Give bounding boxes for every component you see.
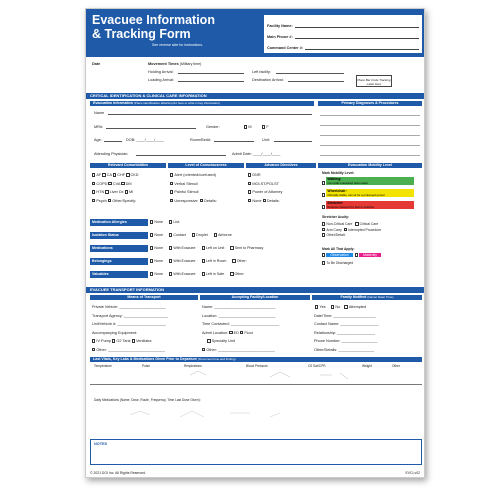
- observation-maternity-options: Observation Maternity: [320, 253, 420, 257]
- stretcher-option[interactable]: Stretcher: Requires transport by bed or stretcher: [320, 201, 420, 211]
- left-facility-input[interactable]: [276, 73, 344, 74]
- consciousness-list: Alert (oriented/confused) Verbal Stimuli Painful Stimuli Unresponsive Details:: [170, 171, 217, 205]
- notes-title: NOTES: [94, 442, 108, 446]
- holding-arrival-input[interactable]: [178, 73, 244, 74]
- destination-arrival-input[interactable]: [288, 81, 344, 82]
- family-notified-fields: Yes No Attempted Date/Time: ____________________ Contact Name: __________________ Relationship: __________________ Phone Number: _________________ Other/Details: _________________: [314, 305, 379, 352]
- evacuee-form: [85, 8, 425, 478]
- belongings-options: None With Evacuee Left in Room Other:: [150, 258, 253, 265]
- room-bed-input[interactable]: [214, 141, 254, 142]
- destination-arrival-label: Destination Arrival:: [252, 78, 284, 82]
- mark-all-label: Mark All That Apply:: [322, 247, 355, 251]
- main-phone-field[interactable]: Main Phone #:: [267, 28, 419, 39]
- mr-label: MR#:: [94, 125, 104, 129]
- primary-dx-bar: Primary Diagnoses & Procedures: [318, 101, 422, 106]
- means-transport-fields: Private Vehicle: ______________________ Transport Agency: _____________________ Unit/Vehicle #: _______________________ Accompanying Equipment: IV Pump O2 Tank Ventilator Other: ___________________________: [92, 305, 169, 352]
- medication-allergies-options: None List:: [150, 219, 186, 226]
- medications-label: Medications: [90, 245, 148, 252]
- isolation-status-label: Isolation Status: [90, 232, 148, 239]
- loading-arrival-label: Loading Arrival:: [148, 78, 175, 82]
- barcode-label-area: Place Bar Code Tracking Label Here: [356, 75, 392, 87]
- dx-line-2: [320, 125, 420, 126]
- vitals-divider: [90, 384, 422, 385]
- unit-input[interactable]: [274, 141, 312, 142]
- valuables-label: Valuables: [90, 271, 148, 278]
- valuables-options: None With Evacuee Left in Safe Other:: [150, 271, 251, 278]
- vitals-col-respirations: Respirations: [184, 364, 202, 368]
- footer-copyright: © 2021 DGI Inc. All Rights Reserved.: [90, 471, 146, 475]
- holding-arrival-label: Holding Arrival:: [148, 70, 174, 74]
- loading-arrival-input[interactable]: [178, 81, 244, 82]
- form-subtitle: See reverse side for instructions.: [152, 43, 203, 47]
- dx-line-1: [320, 115, 420, 116]
- evac-info-bar: Evacuation Information (Place identification label/imprint here or write in key information): [90, 101, 314, 106]
- facility-name-field[interactable]: Facility Name:: [267, 17, 419, 28]
- admit-date-label: Admit Date: ____/____/____: [232, 152, 281, 156]
- isolation-status-options: None Contact Droplet Airborne: [150, 232, 238, 239]
- age-input[interactable]: [104, 141, 122, 142]
- form-header: [86, 9, 425, 57]
- gender-f[interactable]: F: [262, 125, 269, 129]
- accepting-facility-bar: Accepting Facility/Location: [200, 295, 310, 300]
- vitals-col-temperature: Temperature: [94, 364, 112, 368]
- walking-option[interactable]: Walking: Can walk unassisted down stairs: [320, 177, 420, 187]
- gender-m[interactable]: M: [244, 125, 252, 129]
- dx-line-5: [320, 155, 420, 156]
- title-line-2: & Tracking Form: [92, 27, 191, 41]
- directives-bar: Advance Directives: [246, 163, 316, 168]
- stretcher-acuity-label: Stretcher Acuity:: [322, 215, 350, 219]
- vitals-col-blood-pressure: Blood Pressure: [246, 364, 268, 368]
- vitals-col-other: Other: [392, 364, 400, 368]
- command-center-field[interactable]: Command Center #:: [267, 39, 419, 50]
- vitals-bar: Last Vitals, Key Labs & Medications Given Prior to Departure (Document time and finding): [90, 357, 422, 362]
- af-checkbox[interactable]: [92, 173, 95, 176]
- name-input[interactable]: [108, 114, 312, 115]
- attending-label: Attending Physician:: [94, 152, 129, 156]
- date-label: Date: [92, 62, 101, 66]
- belongings-label: Belongings: [90, 258, 148, 265]
- medication-allergies-label: Medication Allergies: [90, 219, 148, 226]
- acuity-options: Non-Critical Care Critical Care Arm Carry Interrupted Procedure Other/Detail:: [320, 222, 420, 239]
- left-facility-label: Left facility:: [252, 70, 271, 74]
- medications-options: None With Evacuee Left on Unit Sent to Pharmacy: [150, 245, 269, 252]
- notes-box[interactable]: [90, 439, 422, 465]
- vitals-faint-marks: [90, 369, 422, 384]
- room-bed-label: Room/Bed#:: [190, 138, 212, 142]
- comorbidities-list: AF CA CHF CKD COPD CVA DM HTN Liver Dx MI Psych Other/Specify:: [92, 171, 139, 205]
- vitals-col-weight: Weight: [362, 364, 372, 368]
- gender-label: Gender:: [206, 125, 220, 129]
- means-transport-bar: Means of Transport: [90, 295, 198, 300]
- dob-label: DOB: ____/____/____: [126, 138, 164, 142]
- comorbidities-bar: Relevant Comorbidities: [90, 163, 166, 168]
- discharged-option[interactable]: To Be Discharged: [320, 261, 420, 265]
- consciousness-bar: Level of Consciousness: [168, 163, 244, 168]
- dx-line-4: [320, 145, 420, 146]
- unit-label: Unit:: [262, 138, 270, 142]
- facility-fields: [264, 15, 422, 53]
- title-line-1: Evacuee Information: [92, 13, 215, 27]
- form-title: [92, 13, 215, 41]
- wheelchair-option[interactable]: Wheelchair: Clinically stable, can sit for a prolonged period: [320, 189, 420, 199]
- daily-meds-label: Daily Medications (Name, Dose, Route, Frequency, Time Last Dose Given):: [94, 398, 201, 402]
- movement-times-label: Movement Times (Military time): [148, 62, 202, 66]
- daily-meds-faint-marks: [90, 403, 422, 433]
- family-notified-bar: Family Notified (Name/ Date/ Time): [312, 295, 422, 300]
- mark-mobility-label: Mark Mobility Level:: [322, 171, 355, 175]
- critical-section-bar: CRITICAL IDENTIFICATION & CLINICAL CARE INFORMATION: [86, 93, 425, 99]
- footer-code: EVCI-v02: [405, 471, 420, 475]
- accepting-facility-fields: Name: _____________________________ Location: ___________________________ Time Contacted: _______________________ Admit Location: ED Floor Specialty Unit Other: ___________________________: [202, 305, 280, 352]
- mr-input[interactable]: [106, 128, 196, 129]
- attending-input[interactable]: [136, 155, 226, 156]
- vitals-col-pulse: Pulse: [142, 364, 150, 368]
- vitals-col-o2sat: O2 Sat/CPR: [308, 364, 326, 368]
- name-label: Name: [94, 111, 105, 115]
- mobility-bar: Evacuation Mobility Level: [318, 163, 422, 168]
- directives-list: DNR MOLST/POLST Power of Attorney None Details:: [248, 171, 282, 205]
- dx-line-3: [320, 135, 420, 136]
- age-label: Age:: [94, 138, 102, 142]
- transport-section-bar: EVACUEE TRANSPORT INFORMATION: [86, 287, 425, 293]
